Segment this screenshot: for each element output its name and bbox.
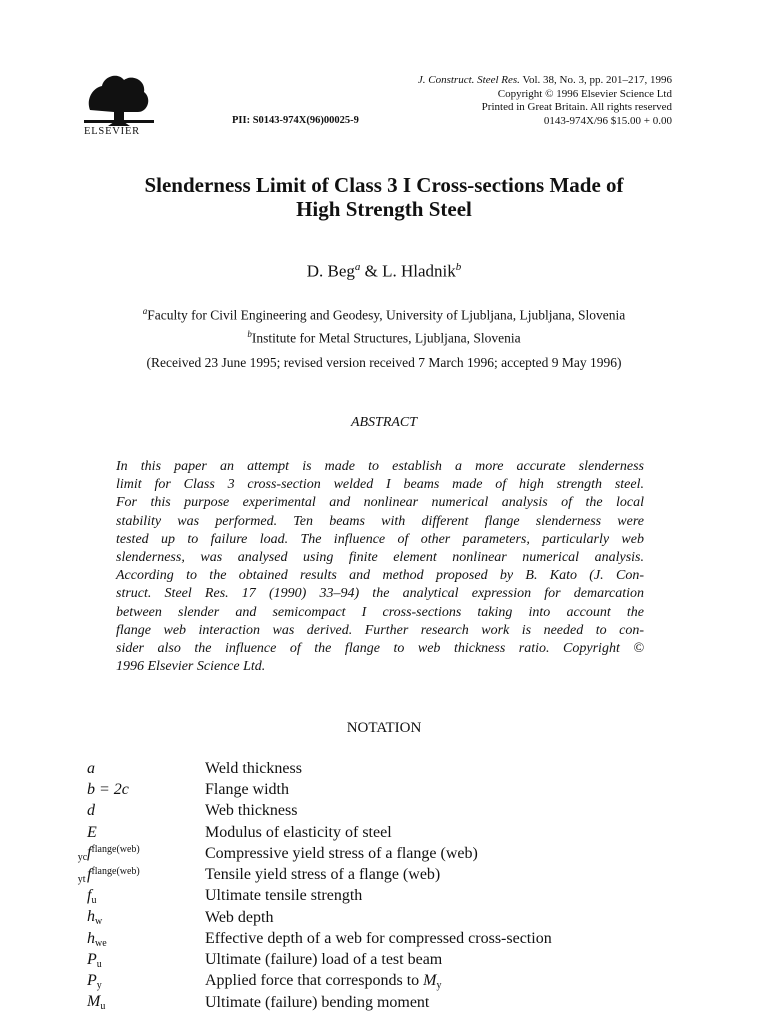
journal-volume: Vol. 38, No. 3, pp. 201–217, 1996 bbox=[522, 74, 672, 86]
author-1-mark: a bbox=[354, 261, 361, 273]
description-text: Weld thickness bbox=[205, 759, 302, 777]
symbol-superscript: flange(web) bbox=[91, 844, 140, 856]
notation-row bbox=[87, 801, 707, 822]
journal-citation-block bbox=[418, 74, 672, 128]
notation-symbol bbox=[87, 887, 205, 906]
abstract-line: For this purpose experimental and nonlinear numerical analysis of the local bbox=[116, 495, 644, 511]
affiliation-a: Faculty for Civil Engineering and Geodesy, University of Ljubljana, Ljubljana, Slovenia bbox=[147, 307, 626, 323]
abstract-line: sider also the influence of the flange to web thickness ratio. Copyright © bbox=[116, 641, 644, 657]
copyright-line: Copyright © 1996 Elsevier Science Ltd bbox=[497, 87, 672, 100]
symbol-subscript: u bbox=[96, 958, 102, 970]
symbol-base: h bbox=[87, 929, 95, 947]
notation-symbol bbox=[87, 781, 205, 799]
notation-symbol bbox=[87, 951, 205, 970]
symbol-base: E bbox=[87, 823, 97, 841]
notation-description bbox=[205, 781, 289, 799]
abstract-line: flange web interaction was derived. Further research work is needed to con- bbox=[116, 622, 644, 638]
abstract-body bbox=[116, 458, 644, 676]
notation-row bbox=[87, 886, 707, 907]
symbol-subscript: u bbox=[100, 1001, 106, 1013]
symbol-subscript: yt bbox=[77, 873, 86, 885]
symbol-superscript: flange(web) bbox=[91, 865, 140, 877]
symbol-base: f bbox=[87, 886, 92, 904]
description-text: Ultimate tensile strength bbox=[205, 887, 363, 905]
symbol-base: M bbox=[87, 993, 101, 1011]
description-text: Web thickness bbox=[205, 802, 298, 820]
notation-row bbox=[87, 779, 707, 800]
abstract-line: According to the obtained results and method proposed by B. Kato (J. Con- bbox=[116, 568, 644, 584]
notation-description bbox=[205, 824, 392, 842]
notation-row bbox=[87, 950, 707, 971]
notation-symbol bbox=[77, 865, 205, 885]
abstract-line: In this paper an attempt is made to establish a more accurate slenderness bbox=[116, 459, 644, 474]
notation-description bbox=[205, 994, 429, 1012]
notation-list bbox=[77, 758, 707, 1014]
title-line-1: Slenderness Limit of Class 3 I Cross-sections Made of bbox=[144, 173, 624, 197]
notation-symbol bbox=[87, 993, 205, 1012]
notation-description bbox=[205, 930, 552, 948]
description-symbol: M bbox=[423, 972, 437, 990]
abstract-line: tested up to failure load. The influence of other parameters, particularly web bbox=[116, 531, 644, 547]
paper-title bbox=[60, 173, 708, 221]
notation-description bbox=[205, 972, 441, 991]
notation-symbol bbox=[87, 908, 205, 927]
notation-description bbox=[205, 951, 442, 969]
symbol-base: d bbox=[87, 802, 95, 820]
notation-symbol bbox=[87, 824, 205, 842]
affiliation-b-mark: b bbox=[247, 328, 252, 339]
notation-description bbox=[205, 866, 440, 884]
abstract-heading: ABSTRACT bbox=[350, 415, 418, 430]
description-text: Ultimate (failure) load of a test beam bbox=[205, 951, 443, 969]
affiliation-a-mark: a bbox=[142, 306, 148, 316]
description-text: Flange width bbox=[205, 780, 289, 798]
symbol-subscript: y bbox=[96, 980, 102, 992]
author-2-mark: b bbox=[455, 261, 462, 273]
notation-row bbox=[77, 864, 707, 885]
symbol-subscript: yc bbox=[77, 852, 88, 864]
description-text: Tensile yield stress of a flange (web) bbox=[205, 866, 441, 884]
affiliation-b: Institute for Metal Structures, Ljubljana, Slovenia bbox=[251, 330, 521, 345]
abstract-line: limit for Class 3 cross-section welded I beams made of high strength steel. bbox=[116, 477, 644, 493]
notation-description bbox=[205, 887, 362, 905]
symbol-base: P bbox=[87, 972, 97, 990]
journal-name: J. Construct. Steel Res. bbox=[417, 74, 520, 86]
notation-row bbox=[87, 758, 707, 779]
author-2: L. Hladnik bbox=[382, 261, 456, 281]
notation-row bbox=[87, 928, 707, 949]
description-text: Modulus of elasticity of steel bbox=[205, 823, 392, 841]
abstract-line: between slender and semicompact I cross-sections taking into account the bbox=[116, 604, 644, 620]
notation-row bbox=[87, 822, 707, 843]
symbol-base: f bbox=[87, 844, 92, 862]
symbol-base: f bbox=[87, 865, 92, 883]
symbol-subscript: we bbox=[95, 937, 107, 949]
notation-row bbox=[87, 992, 707, 1013]
title-line-2: High Strength Steel bbox=[296, 197, 472, 221]
description-text: Web depth bbox=[205, 908, 274, 926]
description-text: Compressive yield stress of a flange (web) bbox=[205, 844, 478, 862]
notation-symbol bbox=[87, 760, 205, 778]
author-separator: & bbox=[360, 261, 383, 281]
description-symbol-subscript: y bbox=[436, 980, 442, 992]
notation-symbol bbox=[77, 844, 205, 864]
notation-row bbox=[77, 843, 707, 864]
publisher-name: ELSEVIER bbox=[84, 126, 140, 137]
symbol-base: P bbox=[87, 950, 97, 968]
notation-symbol bbox=[87, 972, 205, 991]
description-text: Applied force that corresponds to bbox=[205, 972, 424, 990]
notation-heading: NOTATION bbox=[346, 720, 422, 736]
received-dates: (Received 23 June 1995; revised version received 7 March 1996; accepted 9 May 1996) bbox=[146, 355, 622, 370]
symbol-subscript: u bbox=[91, 894, 97, 906]
description-text: Effective depth of a web for compressed cross-section bbox=[205, 930, 552, 948]
notation-row bbox=[87, 971, 707, 992]
abstract-line: struct. Steel Res. 17 (1990) 33–94) the analytical expression for demarcation bbox=[116, 586, 644, 602]
author-list bbox=[60, 261, 708, 282]
affiliations bbox=[40, 302, 728, 347]
abstract-line: 1996 Elsevier Science Ltd. bbox=[116, 659, 266, 675]
notation-row bbox=[87, 907, 707, 928]
symbol-subscript: w bbox=[95, 916, 103, 928]
abstract-line: stability was performed. Ten beams with different flange slenderness were bbox=[116, 513, 644, 529]
description-text: Ultimate (failure) bending moment bbox=[205, 993, 430, 1011]
notation-description bbox=[205, 760, 302, 778]
notation-symbol bbox=[87, 930, 205, 949]
notation-description bbox=[205, 845, 478, 863]
symbol-base: h bbox=[87, 908, 95, 926]
printed-line: Printed in Great Britain. All rights reserved bbox=[481, 101, 672, 113]
notation-description bbox=[205, 909, 273, 927]
symbol-base: b = 2c bbox=[87, 780, 129, 798]
author-1: D. Beg bbox=[306, 261, 355, 281]
price-line: 0143-974X/96 $15.00 + 0.00 bbox=[543, 114, 672, 127]
pii-code: PII: S0143-974X(96)00025-9 bbox=[232, 115, 359, 126]
symbol-base: a bbox=[87, 759, 95, 777]
notation-description bbox=[205, 802, 297, 820]
abstract-line: slenderness, was analysed using finite element nonlinear numerical analysis. bbox=[116, 550, 644, 566]
notation-symbol bbox=[87, 802, 205, 820]
